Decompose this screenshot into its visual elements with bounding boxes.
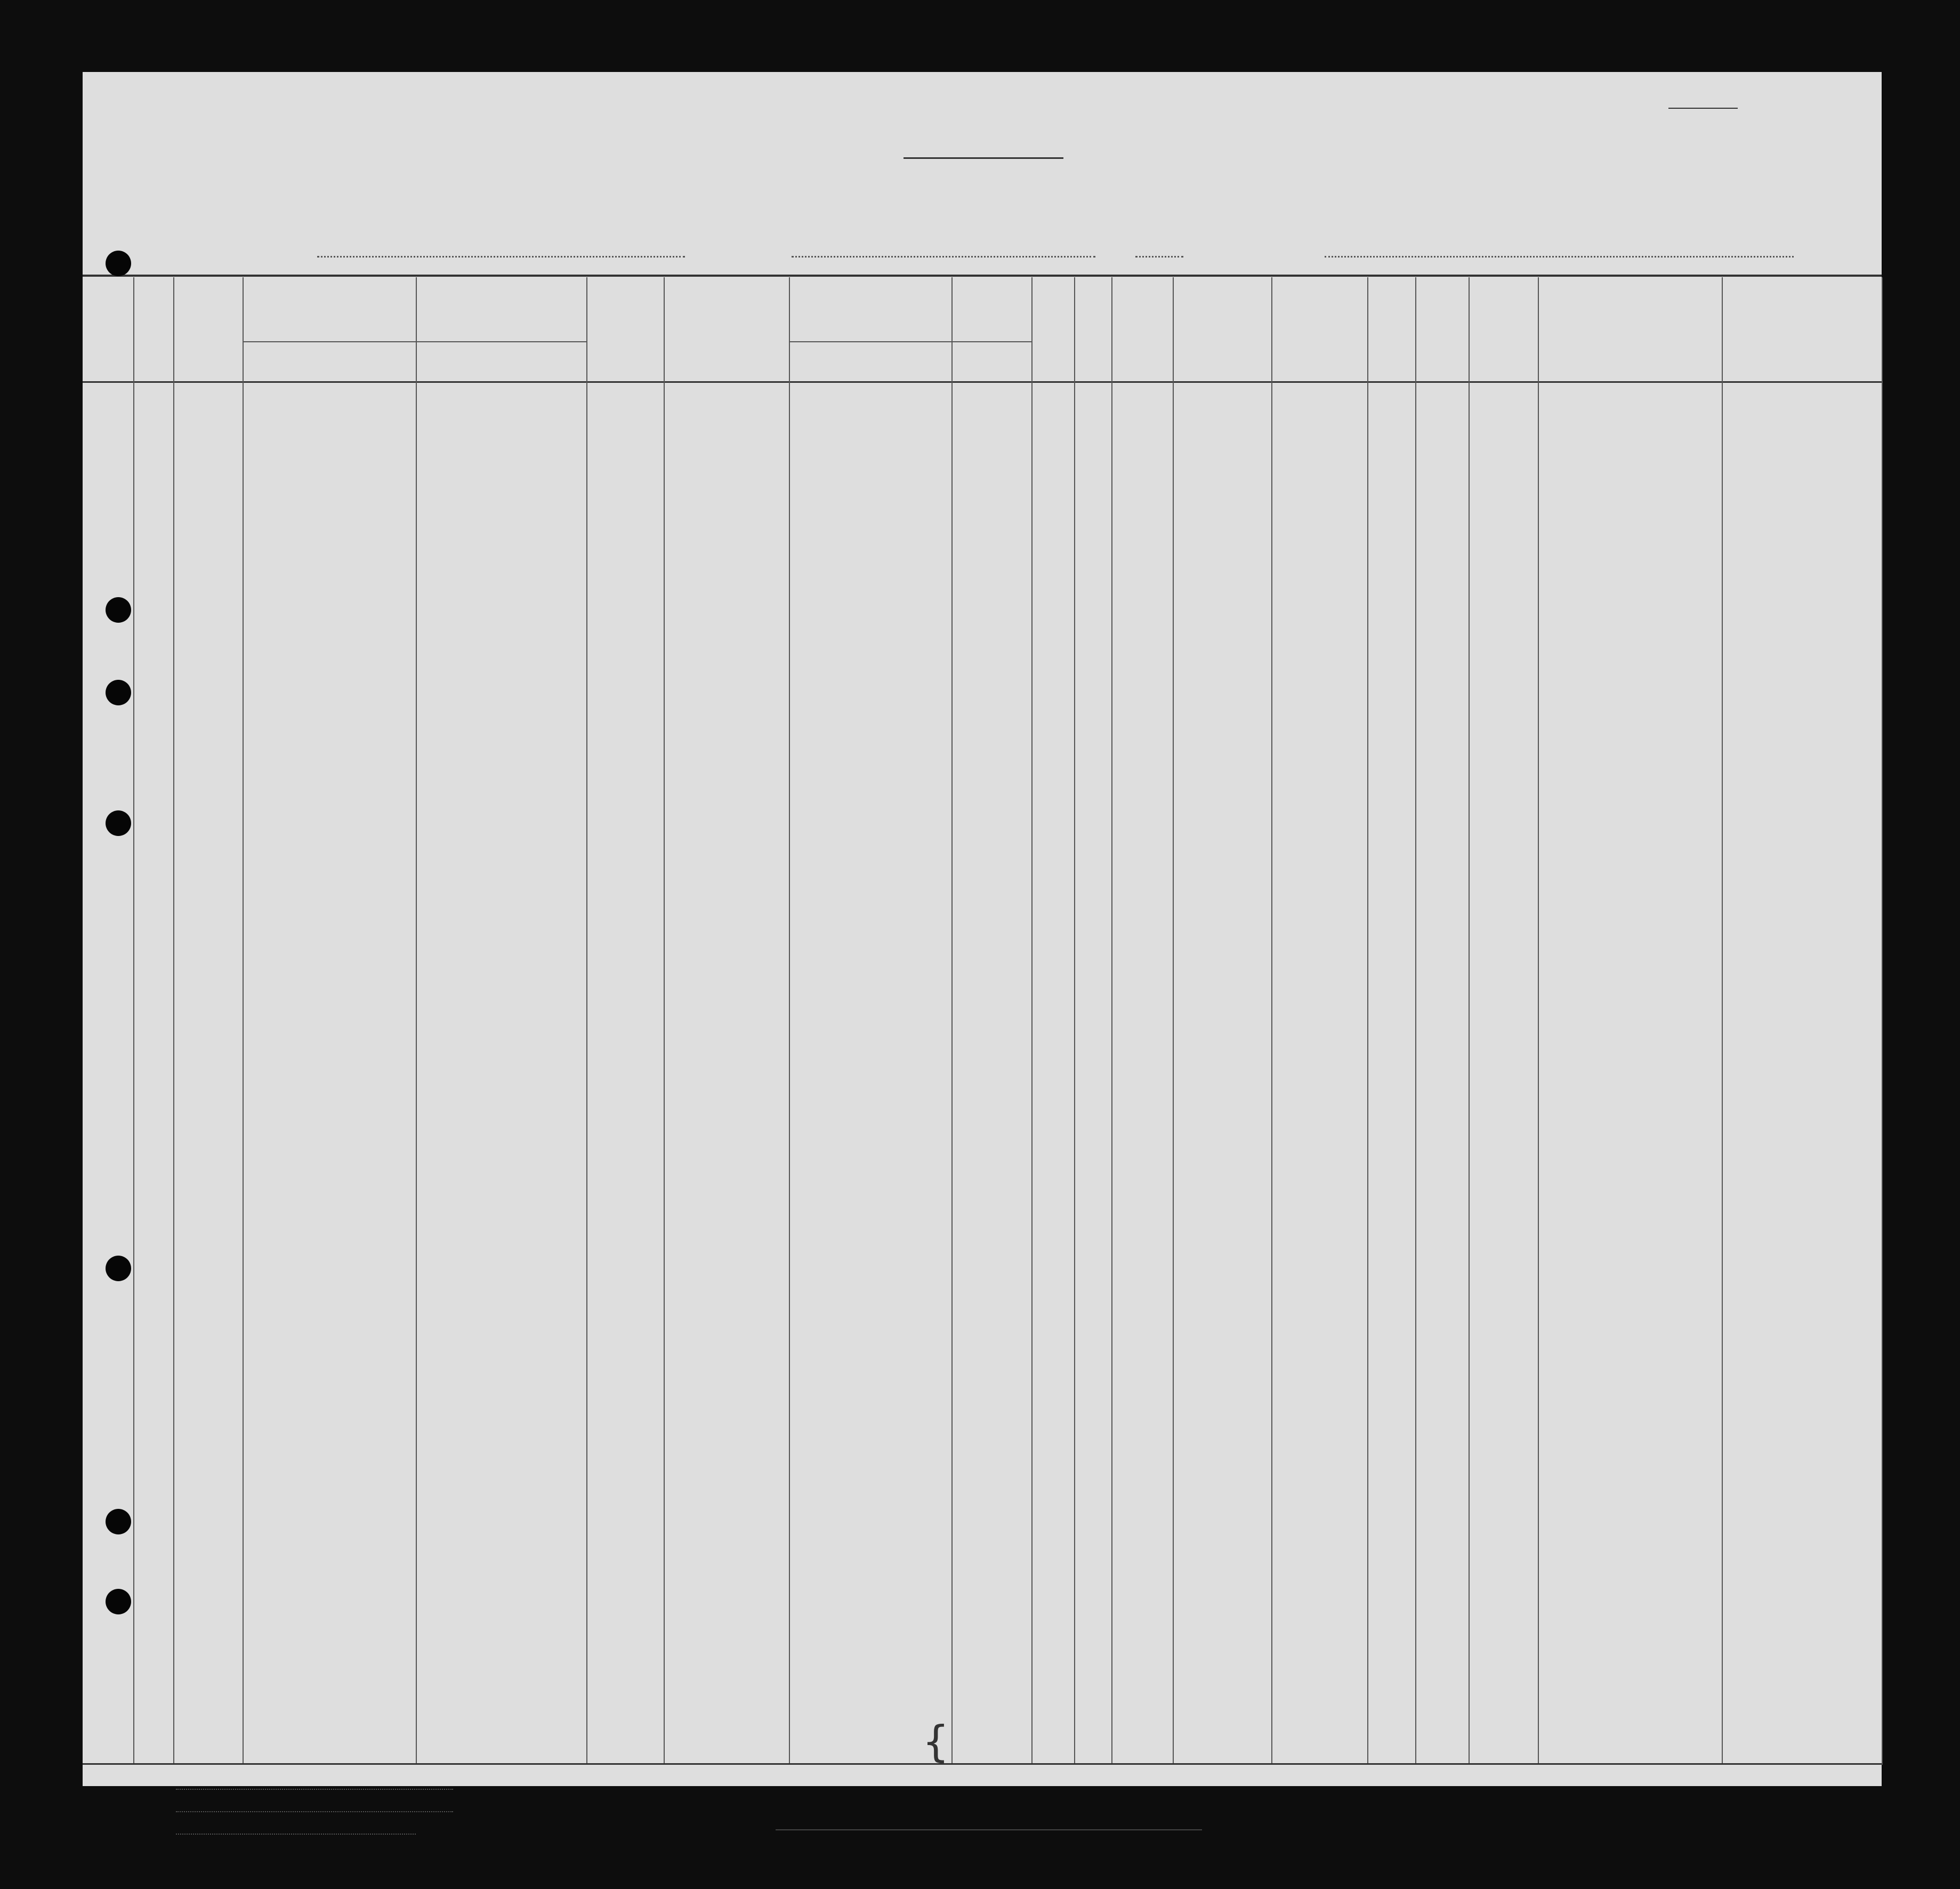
footer-owners bbox=[176, 1800, 453, 1812]
column-divider bbox=[243, 277, 244, 1765]
column-divider bbox=[1111, 277, 1112, 1765]
sheet-value bbox=[1668, 108, 1738, 109]
column-divider bbox=[951, 277, 953, 1765]
punch-hole bbox=[106, 810, 131, 836]
title-underline bbox=[904, 157, 1063, 159]
punch-hole bbox=[106, 1509, 131, 1534]
footer-agents bbox=[176, 1823, 416, 1835]
sheet-number bbox=[1668, 96, 1738, 113]
column-divider bbox=[1722, 277, 1723, 1765]
punch-hole bbox=[106, 1256, 131, 1281]
column-divider bbox=[1469, 277, 1470, 1765]
arriving-blank bbox=[792, 256, 1095, 258]
from-port-blank bbox=[1325, 256, 1794, 258]
punch-hole bbox=[106, 251, 131, 276]
punch-hole bbox=[106, 597, 131, 623]
column-divider bbox=[1074, 277, 1075, 1765]
column-divider bbox=[789, 277, 790, 1765]
table-bottom-rule bbox=[83, 1763, 1882, 1765]
year-blank bbox=[1135, 256, 1183, 258]
column-divider bbox=[416, 277, 417, 1765]
bracket-mark: { bbox=[922, 1717, 949, 1766]
manifest-sheet bbox=[83, 72, 1882, 1786]
column-divider bbox=[1173, 277, 1174, 1765]
column-divider bbox=[586, 277, 587, 1765]
column-divider bbox=[133, 277, 134, 1765]
column-divider bbox=[1031, 277, 1033, 1765]
column-divider bbox=[1367, 277, 1368, 1765]
header-bottom-rule bbox=[83, 381, 1882, 383]
column-divider bbox=[1271, 277, 1272, 1765]
punch-hole bbox=[106, 680, 131, 705]
column-divider bbox=[1538, 277, 1539, 1765]
column-divider bbox=[173, 277, 174, 1765]
header-top-rule bbox=[83, 275, 1882, 277]
header-sub-rule bbox=[243, 341, 586, 342]
column-divider bbox=[1415, 277, 1416, 1765]
header-sub-rule bbox=[789, 341, 1031, 342]
punch-hole bbox=[106, 1589, 131, 1614]
signature-line bbox=[776, 1829, 1202, 1830]
column-divider bbox=[1882, 277, 1883, 1765]
vessel-blank bbox=[317, 256, 685, 258]
footer-line bbox=[176, 1778, 453, 1790]
column-divider bbox=[664, 277, 665, 1765]
